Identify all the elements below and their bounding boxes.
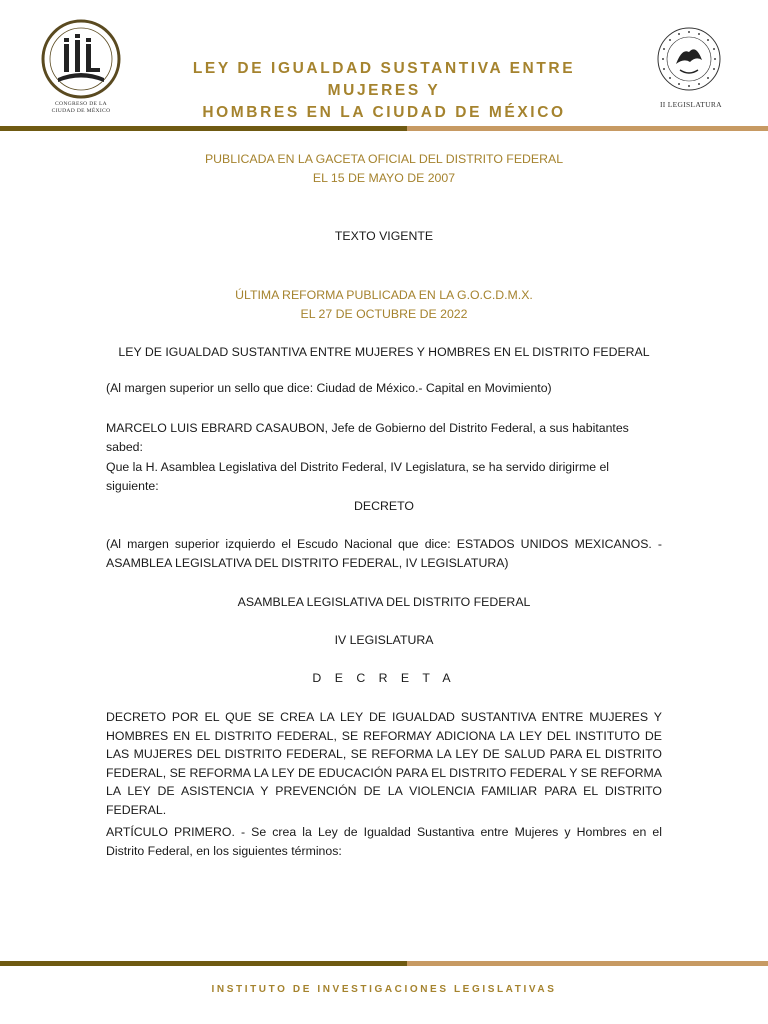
footer-institute: INSTITUTO DE INVESTIGACIONES LEGISLATIVAS: [211, 984, 557, 995]
publication-info: [106, 150, 662, 187]
congreso-emblem-icon: [38, 18, 124, 104]
reform-info: [106, 286, 662, 323]
legislatura-caption: II LEGISLATURA: [660, 100, 722, 109]
decree-paragraph: DECRETO POR EL QUE SE CREA LA LEY DE IGUALDAD SUSTANTIVA ENTRE MUJERES Y HOMBRES EN EL DISTRITO FEDERAL, SE REFORMAY ADICIONA LA LEY DEL INSTITUTO DE LAS MUJERES DEL DISTRITO FEDERAL, SE REFORMA LA LEY DE SALUD PARA EL DISTRITO FEDERAL, SE REFORMA LA LEY DE EDUCACIÓN PARA EL DISTRITO FEDERAL Y SE REFORMA LA LEY DE ASISTENCIA Y PREVENCIÓN DE LA VIOLENCIA FAMILIAR PARA EL DISTRITO FEDERAL.: [106, 710, 662, 817]
caption-line-1: CONGRESO DE LA: [54, 101, 108, 107]
footer-divider: [0, 961, 768, 966]
legislature-name: IV LEGISLATURA: [334, 633, 434, 647]
status-text: TEXTO VIGENTE: [334, 229, 434, 243]
reform-line-2: EL 27 DE OCTUBRE DE 2022: [300, 306, 468, 321]
page-header: [0, 0, 768, 132]
decreto-heading: DECRETO: [354, 499, 414, 513]
assembly-name: ASAMBLEA LEGISLATIVA DEL DISTRITO FEDERAL: [237, 595, 531, 609]
header-divider: [0, 126, 768, 131]
margin-note-2: (Al margen superior izquierdo el Escudo Nacional que dice: ESTADOS UNIDOS MEXICANOS. - ASAMBLEA LEGISLATIVA DEL DISTRITO FEDERAL, IV LEGISLATURA): [106, 537, 662, 570]
decreta-heading: [106, 669, 662, 688]
reform-line-1: ÚLTIMA REFORMA PUBLICADA EN LA G.O.C.D.M.X.: [235, 288, 533, 302]
law-title: LEY DE IGUALDAD SUSTANTIVA ENTRE MUJERES Y HOMBRES EN EL DISTRITO FEDERAL: [118, 345, 650, 359]
publication-line-2: EL 15 DE MAYO DE 2007: [312, 170, 456, 185]
publication-line-1: PUBLICADA EN LA GACETA OFICIAL DEL DISTRITO FEDERAL: [204, 152, 564, 166]
signatory-paragraph: MARCELO LUIS EBRARD CASAUBON, Jefe de Gobierno del Distrito Federal, a sus habitantes sabed:: [106, 421, 629, 454]
decreta-text: D E C R E T A: [312, 671, 456, 685]
document-header-title: [150, 58, 618, 124]
caption-line-2: CIUDAD DE MÉXICO: [51, 108, 111, 114]
legislatura-seal: [656, 26, 722, 92]
article-first-paragraph: ARTÍCULO PRIMERO. - Se crea la Ley de Igualdad Sustantiva entre Mujeres y Hombres en el Distrito Federal, en los siguientes términos:: [106, 825, 662, 858]
margin-note: (Al margen superior un sello que dice: Ciudad de México.- Capital en Movimiento): [106, 381, 552, 395]
header-title-line-1: LEY DE IGUALDAD SUSTANTIVA ENTRE MUJERES Y: [192, 60, 576, 99]
header-title-line-2: HOMBRES EN LA CIUDAD DE MÉXICO: [202, 104, 566, 121]
congreso-logo-caption: [38, 101, 124, 115]
assembly-intro-paragraph: Que la H. Asamblea Legislativa del Distrito Federal, IV Legislatura, se ha servido dirigirme el siguiente:: [106, 460, 610, 493]
national-seal-icon: [656, 26, 722, 92]
